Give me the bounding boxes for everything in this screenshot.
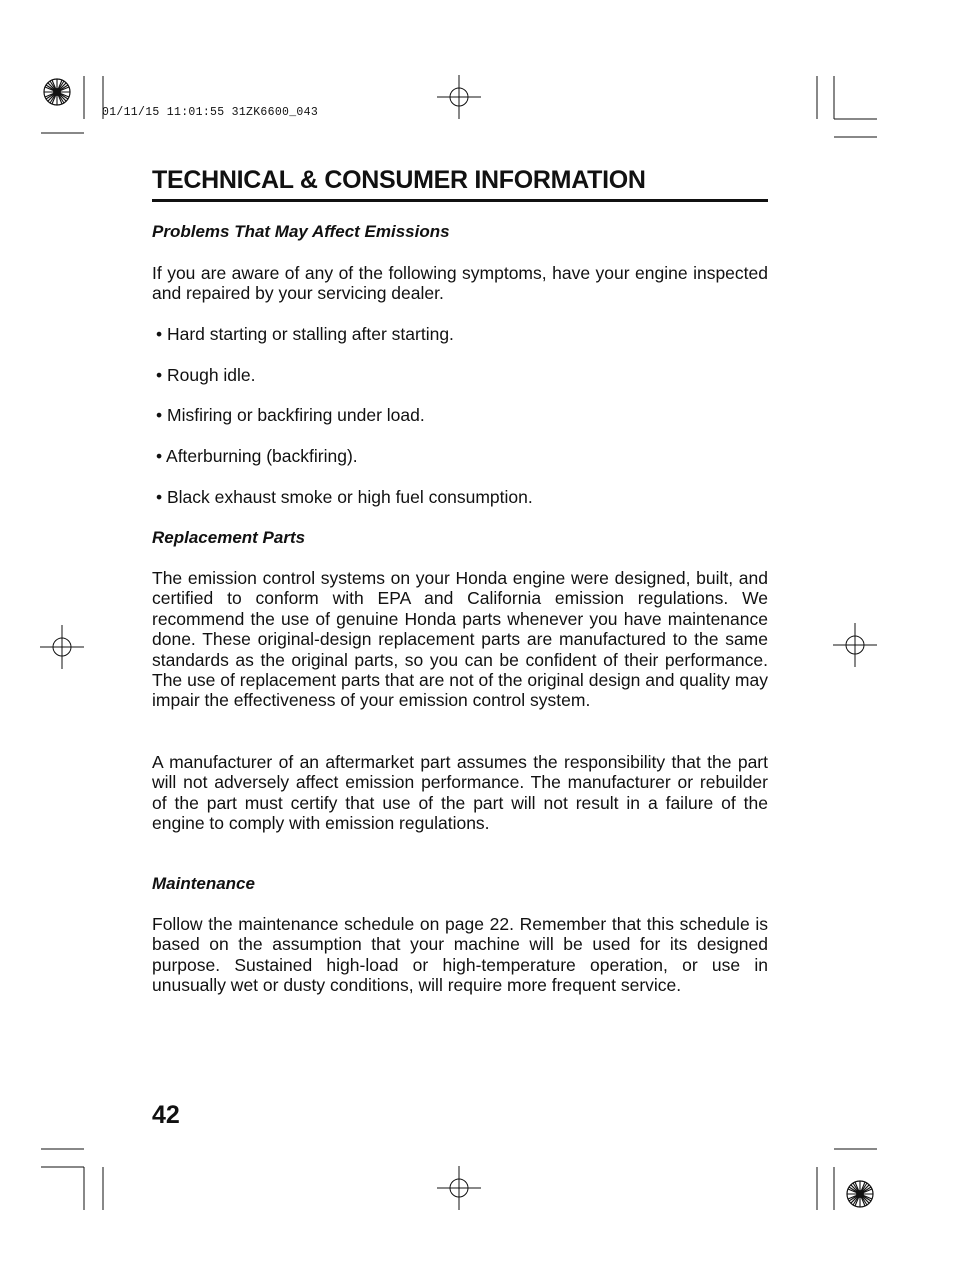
emissions-intro-paragraph: If you are aware of any of the following symptoms, have your engine inspected and repaired by your servicing dealer. <box>152 263 768 304</box>
section-heading-replacement-parts: Replacement Parts <box>152 528 306 547</box>
symptom-list-item: • Hard starting or stalling after starting. <box>156 324 454 344</box>
page-number: 42 <box>152 1101 180 1129</box>
replacement-parts-paragraph-2: A manufacturer of an aftermarket part assumes the responsibility that the part will not adversely affect emission performance. The manufacturer or rebuilder of the part must certify that use of the part will not result in a failure of the engine to comply with emission regulations. <box>152 752 768 834</box>
symptom-list-item: • Black exhaust smoke or high fuel consumption. <box>156 487 533 507</box>
symptom-list-item: • Afterburning (backfiring). <box>156 446 358 466</box>
section-heading-emissions: Problems That May Affect Emissions <box>152 222 450 241</box>
page-title: TECHNICAL & CONSUMER INFORMATION <box>152 166 646 194</box>
replacement-parts-paragraph-1: The emission control systems on your Honda engine were designed, built, and certified to conform with EPA and California emission regulations. We recommend the use of genuine Honda parts whenever you have maintenance done. These original-design replacement parts are manufactured to the same standards as the original parts, so you can be confident of their performance. The use of replacement parts that are not of the original design and quality may impair the effectiveness of your emission control system. <box>152 568 768 711</box>
symptom-list-item: • Rough idle. <box>156 365 256 385</box>
print-stamp: 01/11/15 11:01:55 31ZK6600_043 <box>102 106 319 119</box>
section-heading-maintenance: Maintenance <box>152 874 255 893</box>
maintenance-paragraph: Follow the maintenance schedule on page 22. Remember that this schedule is based on the assumption that your machine will be used for its designed purpose. Sustained high-load or high-temperature operation, or use in unusually wet or dusty conditions, will require more frequent service. <box>152 914 768 996</box>
symptom-list-item: • Misfiring or backfiring under load. <box>156 405 425 425</box>
title-rule <box>152 199 768 202</box>
